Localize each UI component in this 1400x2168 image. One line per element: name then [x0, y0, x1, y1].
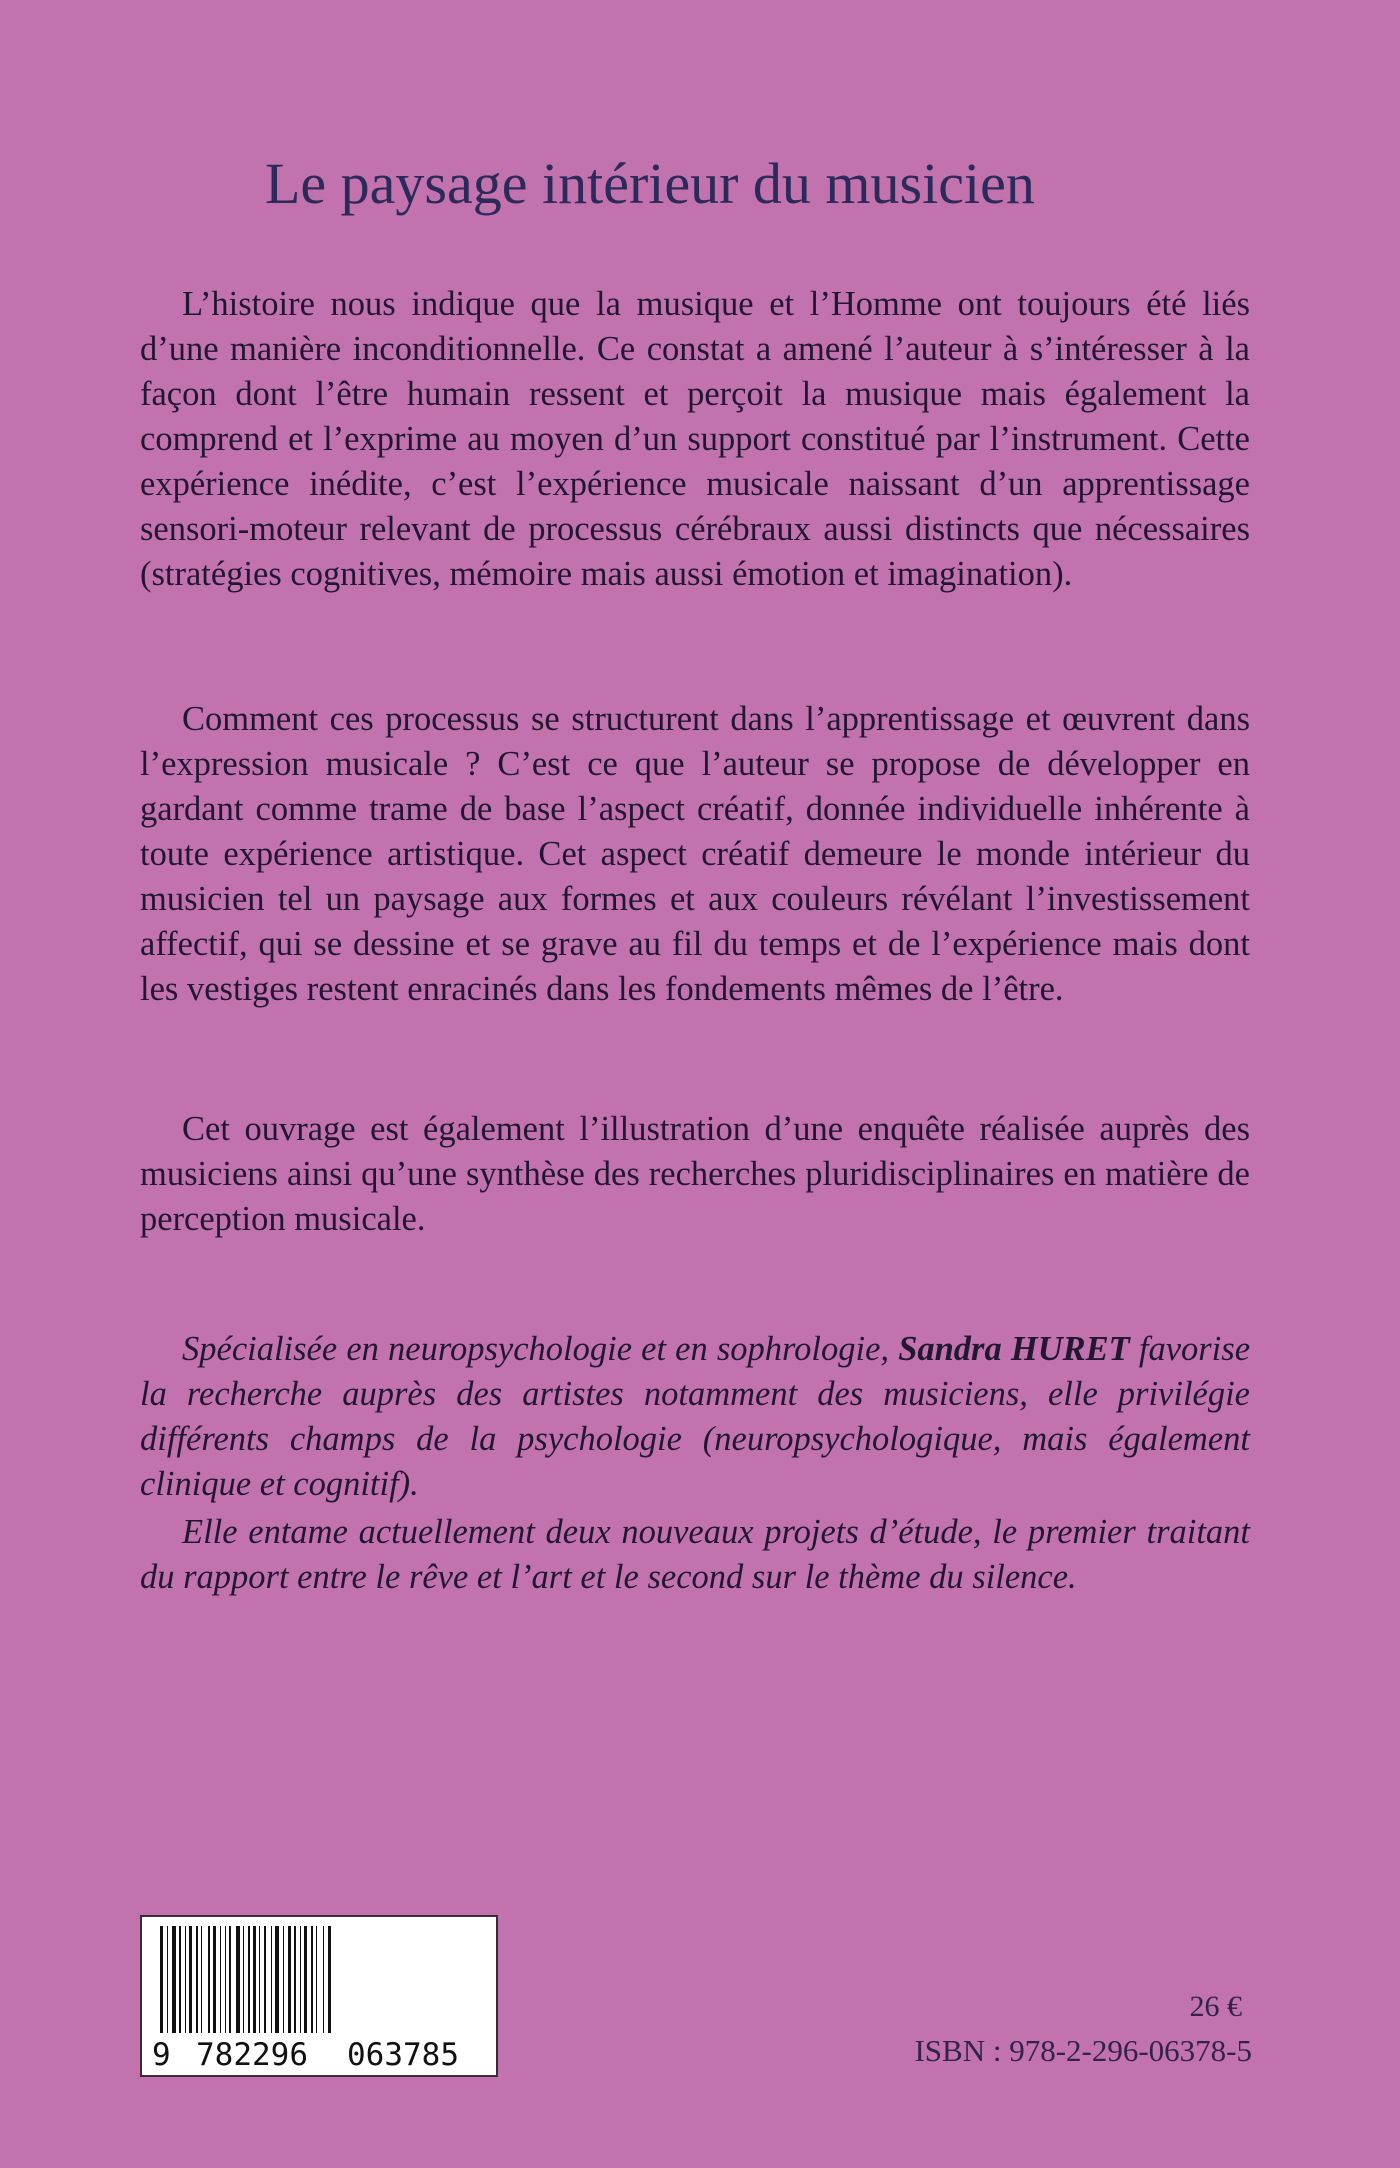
barcode-bar	[229, 1926, 231, 2033]
barcode-bar	[213, 1926, 216, 2033]
barcode-bar	[323, 1926, 324, 2033]
barcode-bar	[311, 1926, 313, 2033]
barcode-bar	[304, 1926, 307, 2033]
barcode-bar	[294, 1926, 296, 2033]
barcode-right-digits: 063785	[347, 2037, 459, 2073]
barcode-bar	[288, 1926, 291, 2033]
description-paragraph-3: Cet ouvrage est également l’illustration d’une enquête réalisée auprès des musiciens ainsi qu’une synthèse des recherches pluridisciplinaires en matière de perception musicale.	[140, 1110, 1250, 1238]
barcode-bar	[253, 1926, 256, 2033]
barcode-bar	[220, 1926, 221, 2033]
isbn-label: ISBN : 978-2-296-06378-5	[914, 2033, 1252, 2068]
barcode-bar	[225, 1926, 226, 2033]
barcode-bar	[196, 1926, 198, 2033]
barcode-bar	[172, 1926, 176, 2033]
barcode-bar	[179, 1926, 181, 2033]
description-paragraph-1: L’histoire nous indique que la musique et l’Homme ont toujours été liés d’une manière inconditionnelle. Ce constat a amené l’auteur à s’intéresser à la façon dont l’être humain ressent et perçoit la musique mais également la comprend et l’exprime au moyen d’un support constitué par l’instrument. Cette expérience inédite, c’est l’expérience musicale naissant d’un apprentissage sensori-moteur relevant de processus cérébraux aussi distincts que nécessaires (stratégies cognitives, mémoire mais aussi émotion et imagination).	[140, 285, 1250, 593]
author-bio-continuation: favorise la recherche auprès des artistes notamment des musiciens, elle privilégie différents champs de la psychologie (neuropsychologique, mais également clinique et cognitif).	[140, 1330, 1251, 1503]
barcode-bar	[275, 1926, 279, 2033]
barcode-bar	[283, 1926, 284, 2033]
barcode-bar	[243, 1926, 244, 2033]
barcode-bar	[189, 1926, 192, 2033]
author-bio-intro: Spécialisée en neuropsychologie et en sophrologie,	[182, 1330, 890, 1368]
barcode-left-digits: 782296	[196, 2037, 308, 2073]
book-title: Le paysage intérieur du musicien	[265, 151, 1035, 216]
barcode-bar	[264, 1926, 266, 2033]
author-bio-paragraph-1	[140, 1327, 1250, 1507]
isbn-barcode	[140, 1915, 498, 2077]
barcode-bar	[248, 1926, 250, 2033]
barcode-bar	[236, 1926, 240, 2033]
barcode-bar	[300, 1926, 301, 2033]
author-bio-paragraph-2: Elle entame actuellement deux nouveaux projets d’étude, le premier traitant du rapport entre le rêve et l’art et le second sur le thème du silence.	[140, 1513, 1250, 1596]
barcode-bar	[201, 1926, 202, 2033]
barcode-bar	[208, 1926, 210, 2033]
barcode-bar	[185, 1926, 186, 2033]
barcode-bar	[160, 1926, 163, 2033]
barcode-bar	[167, 1926, 168, 2033]
description-paragraph-2: Comment ces processus se structurent dans l’apprentissage et œuvrent dans l’expression musicale ? C’est ce que l’auteur se propose de développer en gardant comme trame de base l’aspect créatif, donnée individuelle inhérente à toute expérience artistique. Cet aspect créatif demeure le monde intérieur du musicien tel un paysage aux formes et aux couleurs révélant l’investissement affectif, qui se dessine et se grave au fil du temps et de l’expérience mais dont les vestiges restent enracinés dans les fondements mêmes de l’être.	[140, 700, 1250, 1008]
barcode-bar	[259, 1926, 260, 2033]
barcode-first-digit: 9	[152, 2037, 171, 2073]
author-name: Sandra HURET	[898, 1330, 1130, 1368]
price-label: 26 €	[1189, 1990, 1242, 2023]
barcode-bar	[316, 1926, 317, 2033]
barcode-bar	[271, 1926, 272, 2033]
barcode-bar	[328, 1926, 331, 2033]
